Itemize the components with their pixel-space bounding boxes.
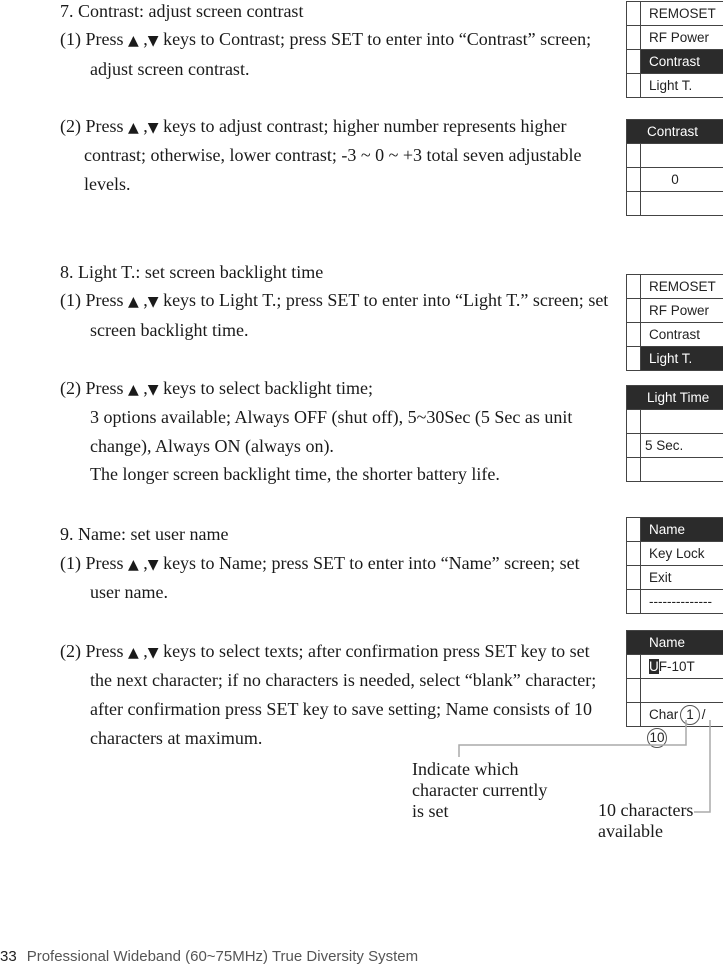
menu-row-label: Contrast xyxy=(649,54,701,69)
annotation-line: is set xyxy=(412,801,449,821)
menu-row-label: RF Power xyxy=(649,303,710,318)
key-separator: , xyxy=(138,553,148,573)
char-max: 10 xyxy=(647,728,667,748)
name-step2-line2: the next character; if no characters is needed, select “blank” character; xyxy=(90,670,597,690)
down-arrow-icon: ▼ xyxy=(147,120,159,136)
step-text: keys to Contrast; press SET to enter into “Contrast” screen; xyxy=(163,29,592,49)
annotation-line: character currently xyxy=(412,780,548,800)
menu-row-label: REMOSET xyxy=(649,279,716,294)
menu-row-label: Key Lock xyxy=(649,546,705,561)
annotation-line: 10 characters xyxy=(598,800,694,820)
step-text: keys to Name; press SET to enter into “Name” screen; set xyxy=(163,553,580,573)
step-text: (1) Press xyxy=(60,29,124,49)
annotation-line: available xyxy=(598,821,663,841)
step-text: keys to adjust contrast; higher number represents higher xyxy=(163,116,567,136)
lightt-step2-line2: 3 options available; Always OFF (shut off), 5~30Sec (5 Sec as unit xyxy=(90,407,573,427)
contrast-step1-line2: adjust screen contrast. xyxy=(90,59,250,79)
menu-row-label: -------------- xyxy=(649,594,712,609)
step-text: keys to select backlight time; xyxy=(163,378,374,398)
menu-row-label: Light T. xyxy=(649,351,693,366)
key-separator: , xyxy=(138,378,148,398)
name-step2-line3: after confirmation press SET key to save setting; Name consists of 10 xyxy=(90,699,593,719)
char-position: 1 xyxy=(680,705,700,725)
step-text: keys to Light T.; press SET to enter into “Light T.” screen; set xyxy=(163,290,609,310)
key-separator: , xyxy=(138,290,148,310)
up-arrow-icon: ▲ xyxy=(128,120,139,136)
section-title-contrast: 7. Contrast: adjust screen contrast xyxy=(60,1,304,21)
contrast-step2-line2: contrast; otherwise, lower contrast; -3 ~ 0 ~ +3 total seven adjustable xyxy=(84,145,582,165)
down-arrow-icon: ▼ xyxy=(147,645,159,661)
down-arrow-icon: ▼ xyxy=(147,382,159,398)
lightt-step2-line4: The longer screen backlight time, the shorter battery life. xyxy=(90,464,500,484)
screen-header-label: Contrast xyxy=(647,124,699,139)
contrast-step2-line3: levels. xyxy=(84,174,131,194)
step-text: (1) Press xyxy=(60,290,124,310)
contrast-value: 0 xyxy=(671,172,679,187)
screen-header-label: Name xyxy=(649,635,686,650)
annotation-current-char xyxy=(412,759,547,822)
up-arrow-icon: ▲ xyxy=(128,33,139,49)
menu-row-label: REMOSET xyxy=(649,6,716,21)
name-step2-line4: characters at maximum. xyxy=(90,728,263,748)
up-arrow-icon: ▲ xyxy=(128,294,139,310)
char-counter-label: Char xyxy=(649,707,679,722)
step-text: (2) Press xyxy=(60,116,124,136)
menu-row-label: Contrast xyxy=(649,327,701,342)
step-text: (1) Press xyxy=(60,553,124,573)
key-separator: , xyxy=(138,29,148,49)
lightt-step1-line2: screen backlight time. xyxy=(90,320,249,340)
page-number: 33 xyxy=(0,948,17,965)
down-arrow-icon: ▼ xyxy=(147,294,159,310)
callout-line-max-chars xyxy=(694,720,710,812)
annotation-line: Indicate which xyxy=(412,759,519,779)
page-footer xyxy=(0,948,418,965)
annotation-max-chars xyxy=(598,800,693,842)
light-time-value: 5 Sec. xyxy=(645,438,684,453)
up-arrow-icon: ▲ xyxy=(128,645,139,661)
char-counter-separator: / xyxy=(701,707,706,722)
name-cursor-char: U xyxy=(649,659,659,674)
name-rest: F-10T xyxy=(658,659,695,674)
footer-title: Professional Wideband (60~75MHz) True Diversity System xyxy=(26,948,419,965)
section-title-light-time: 8. Light T.: set screen backlight time xyxy=(60,262,324,282)
down-arrow-icon: ▼ xyxy=(147,557,159,573)
step-text: (2) Press xyxy=(60,641,124,661)
key-separator: , xyxy=(138,116,148,136)
step-text: keys to select texts; after confirmation press SET key to set xyxy=(163,641,590,661)
screen-header-label: Light Time xyxy=(647,390,710,405)
menu-row-label: Light T. xyxy=(649,78,693,93)
up-arrow-icon: ▲ xyxy=(128,557,139,573)
callout-line-current-char xyxy=(459,720,686,757)
menu-row-label: RF Power xyxy=(649,30,710,45)
menu-row-label: Exit xyxy=(649,570,672,585)
key-separator: , xyxy=(138,641,148,661)
down-arrow-icon: ▼ xyxy=(147,33,159,49)
up-arrow-icon: ▲ xyxy=(128,382,139,398)
lightt-step2-line3: change), Always ON (always on). xyxy=(90,436,334,456)
name-step1-line2: user name. xyxy=(90,582,168,602)
section-title-name: 9. Name: set user name xyxy=(60,524,229,544)
step-text: (2) Press xyxy=(60,378,124,398)
menu-row-label: Name xyxy=(649,522,686,537)
